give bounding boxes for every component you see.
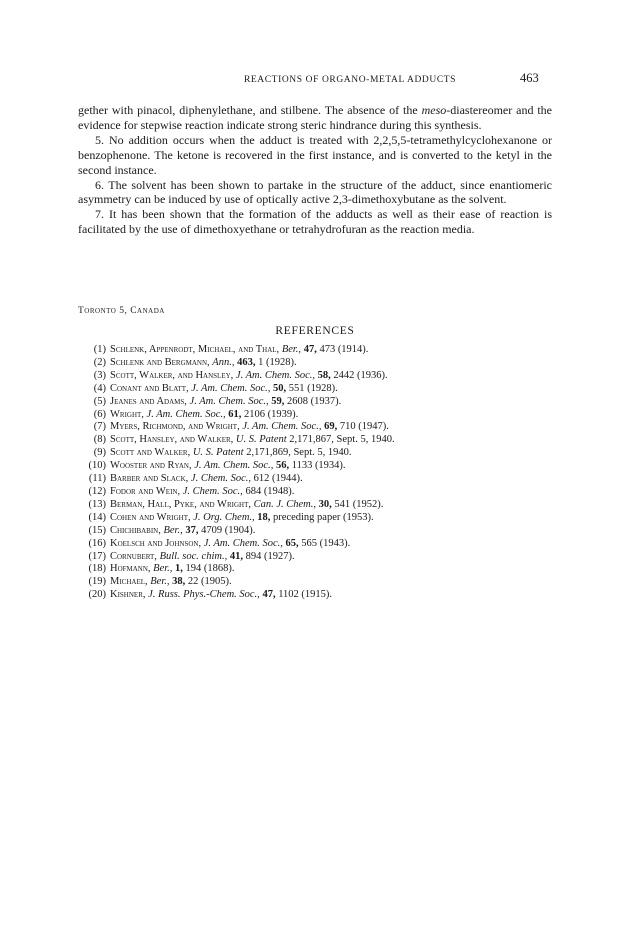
author-location: Toronto 5, Canada xyxy=(78,306,165,316)
reference-pages-year: 4709 (1904). xyxy=(201,524,256,536)
reference-number: (8) xyxy=(93,434,106,446)
reference-item xyxy=(82,396,552,409)
references-heading: REFERENCES xyxy=(275,325,355,337)
reference-authors: Berman, Hall, Pyke, and Wright, xyxy=(110,498,251,510)
reference-number: (17) xyxy=(88,550,106,562)
reference-number: (10) xyxy=(88,460,106,472)
reference-journal: J. Am. Chem. Soc., xyxy=(146,408,226,420)
reference-authors: Cornubert, xyxy=(110,550,157,562)
reference-authors: Scott, Walker, and Hansley, xyxy=(110,369,234,381)
reference-pages-year: 565 (1943). xyxy=(301,537,351,549)
running-head: REACTIONS OF ORGANO-METAL ADDUCTS xyxy=(243,75,457,85)
reference-journal: J. Chem. Soc., xyxy=(182,485,243,497)
reference-volume: 463, xyxy=(237,356,256,368)
reference-pages-year: 22 (1905). xyxy=(187,576,232,588)
reference-item xyxy=(82,357,552,370)
reference-journal: J. Am. Chem. Soc., xyxy=(235,369,316,381)
reference-pages-year: 1 (1928). xyxy=(258,356,297,368)
reference-volume: 58, xyxy=(317,369,331,381)
reference-item xyxy=(82,576,552,589)
reference-pages-year: 194 (1868). xyxy=(185,563,235,575)
reference-journal: Ber., xyxy=(281,344,302,355)
reference-volume: 47, xyxy=(303,344,317,355)
reference-number: (9) xyxy=(93,447,106,459)
reference-pages-year: 2608 (1937). xyxy=(287,395,342,407)
reference-authors: Chichibabin, xyxy=(110,524,161,536)
reference-authors: Conant and Blatt, xyxy=(110,382,189,394)
reference-authors: Scott and Walker, xyxy=(110,447,191,459)
reference-pages-year: 1133 (1934). xyxy=(291,460,346,472)
reference-volume: 47, xyxy=(262,589,276,601)
reference-item xyxy=(82,563,552,576)
reference-journal: J. Chem. Soc., xyxy=(190,473,251,485)
reference-authors: Michael, xyxy=(110,576,148,588)
reference-item xyxy=(82,499,552,512)
reference-journal: J. Am. Chem. Soc., xyxy=(203,537,283,549)
paragraph-6: 6. The solvent has been shown to partake in the structure of the adduct, since enantiomeric asymmetry can be induced by use of optically active 2,3-dimethoxybutane as the solvent. xyxy=(78,177,552,207)
reference-item xyxy=(82,473,552,486)
reference-item xyxy=(82,383,552,396)
reference-number: (11) xyxy=(88,473,106,485)
reference-authors: Wright, xyxy=(110,408,144,420)
reference-item xyxy=(82,447,552,460)
reference-journal: Ber., xyxy=(150,576,170,588)
reference-volume: 18, xyxy=(257,511,271,523)
reference-volume: 41, xyxy=(229,550,243,562)
reference-authors: Myers, Richmond, and Wright, xyxy=(110,421,240,433)
reference-authors: Hofmann, xyxy=(110,563,151,575)
reference-pages-year: 551 (1928). xyxy=(288,382,338,394)
reference-journal: U. S. Patent xyxy=(192,447,244,459)
reference-pages-year: 541 (1952). xyxy=(334,498,384,510)
reference-authors: Koelsch and Johnson, xyxy=(110,537,202,549)
reference-journal: J. Am. Chem. Soc., xyxy=(194,460,274,472)
reference-authors: Schlenk, Appenrodt, Michael, and Thal, xyxy=(110,344,280,355)
reference-item xyxy=(82,370,552,383)
reference-authors: Cohen and Wright, xyxy=(110,511,191,523)
reference-journal: J. Am. Chem. Soc., xyxy=(189,395,269,407)
reference-number: (14) xyxy=(88,511,106,523)
reference-pages-year: 1102 (1915). xyxy=(278,589,333,601)
reference-journal: J. Am. Chem. Soc., xyxy=(242,421,322,433)
paragraph-7: 7. It has been shown that the formation of the adducts as well as their ease of reaction is facilitated by the use of dimethoxyethane or tetrahydrofuran as the reaction media. xyxy=(78,207,552,237)
reference-volume: 56, xyxy=(275,460,290,472)
reference-item xyxy=(82,421,552,434)
reference-journal: Can. J. Chem., xyxy=(253,498,317,510)
reference-number: (1) xyxy=(93,344,106,355)
reference-number: (2) xyxy=(93,356,106,368)
reference-pages-year: 894 (1927). xyxy=(245,550,295,562)
reference-list xyxy=(82,344,552,602)
reference-pages-year: 473 (1914). xyxy=(319,344,369,355)
reference-item xyxy=(82,551,552,564)
reference-pages-year: 684 (1948). xyxy=(245,485,295,497)
reference-volume: 1, xyxy=(175,563,183,575)
reference-pages-year: 612 (1944). xyxy=(253,473,303,485)
reference-authors: Jeanes and Adams, xyxy=(110,395,187,407)
reference-volume: 69, xyxy=(324,421,338,433)
paragraph-continuation: gether with pinacol, diphenylethane, and stilbene. The absence of the meso-diastereomer and the evidence for stepwise reaction indicate strong steric hindrance during this synthesis. xyxy=(78,103,553,132)
reference-number: (5) xyxy=(93,395,106,407)
reference-item xyxy=(82,434,552,447)
reference-journal: Bull. soc. chim., xyxy=(159,550,228,562)
reference-pages-year: 710 (1947). xyxy=(339,421,389,433)
reference-item xyxy=(82,344,552,357)
reference-number: (3) xyxy=(93,369,106,381)
reference-journal: Ber., xyxy=(153,563,173,575)
reference-journal: J. Am. Chem. Soc., xyxy=(191,382,271,394)
reference-item xyxy=(82,486,552,499)
reference-number: (6) xyxy=(93,408,106,420)
reference-number: (13) xyxy=(88,498,106,510)
reference-volume: 50, xyxy=(273,382,287,394)
reference-volume: 61, xyxy=(228,408,242,420)
reference-pages-year: 2,171,867, Sept. 5, 1940. xyxy=(289,434,395,446)
reference-journal: J. Org. Chem., xyxy=(193,511,255,523)
reference-journal: J. Russ. Phys.-Chem. Soc., xyxy=(148,589,260,601)
page-number: 463 xyxy=(520,71,539,85)
italic-term: meso xyxy=(421,103,447,117)
reference-authors: Kishner, xyxy=(110,589,146,601)
reference-number: (7) xyxy=(93,421,106,433)
reference-pages-year: preceding paper (1953). xyxy=(273,511,374,523)
reference-journal: U. S. Patent xyxy=(235,434,287,446)
reference-journal: Ber., xyxy=(163,524,183,536)
reference-number: (4) xyxy=(93,382,106,394)
reference-volume: 38, xyxy=(172,576,186,588)
reference-pages-year: 2,171,869, Sept. 5, 1940. xyxy=(246,447,352,459)
reference-item xyxy=(82,460,552,473)
reference-volume: 65, xyxy=(285,537,299,549)
reference-item xyxy=(82,589,552,602)
body-text xyxy=(78,103,552,237)
reference-pages-year: 2106 (1939). xyxy=(244,408,299,420)
reference-item xyxy=(82,409,552,422)
reference-authors: Wooster and Ryan, xyxy=(110,460,192,472)
reference-pages-year: 2442 (1936). xyxy=(333,369,388,381)
reference-authors: Fodor and Wein, xyxy=(110,485,181,497)
reference-volume: 30, xyxy=(318,498,332,510)
reference-volume: 37, xyxy=(185,524,199,536)
reference-journal: Ann., xyxy=(212,356,235,368)
reference-authors: Barber and Slack, xyxy=(110,473,189,485)
reference-authors: Schlenk and Bergmann, xyxy=(110,356,210,368)
reference-volume: 59, xyxy=(271,395,285,407)
paragraph-5: 5. No addition occurs when the adduct is treated with 2,2,5,5-tetramethylcyclohexanone or benzophenone. The ketone is recovered in the first instance, and is converted to the ketyl in the second instance. xyxy=(78,132,552,177)
reference-number: (15) xyxy=(88,524,106,536)
reference-authors: Scott, Hansley, and Walker, xyxy=(110,434,234,446)
reference-number: (20) xyxy=(88,589,106,601)
reference-item xyxy=(82,512,552,525)
reference-number: (18) xyxy=(88,563,106,575)
reference-number: (16) xyxy=(88,537,106,549)
reference-number: (19) xyxy=(88,576,106,588)
reference-item xyxy=(82,525,552,538)
reference-item xyxy=(82,538,552,551)
reference-number: (12) xyxy=(88,485,106,497)
